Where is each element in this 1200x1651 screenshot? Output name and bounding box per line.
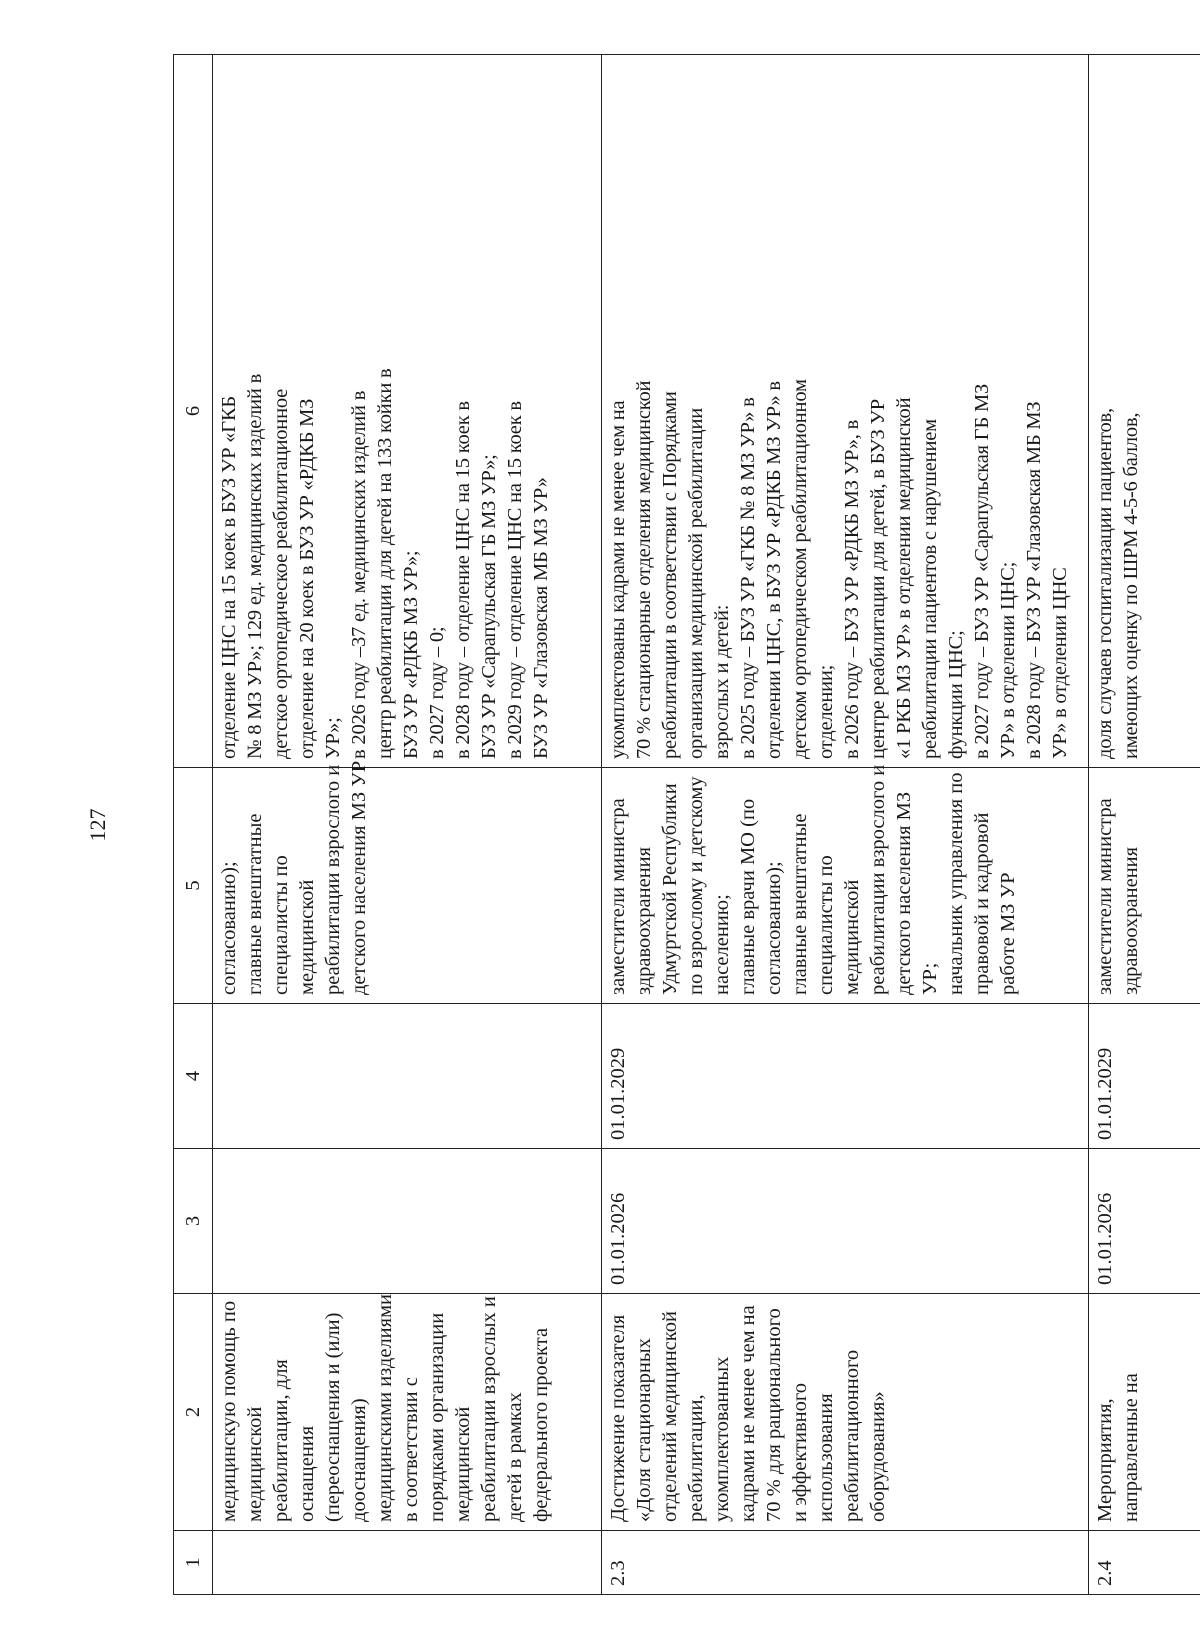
- cell-text-line: реабилитации,: [684, 1394, 707, 1522]
- cell-text-line: медицинскими изделиями: [374, 1293, 397, 1522]
- table-cell-c4: 01.01.2029: [601, 1004, 1089, 1149]
- cell-text-line: 70 % стационарные отделения медицинской: [632, 380, 655, 759]
- cell-text-line: оснащения: [296, 1425, 319, 1522]
- cell-text-line: кадрами не менее чем на: [736, 1305, 759, 1522]
- table-row: [213, 55, 602, 1595]
- cell-text-line: УР;: [918, 962, 941, 995]
- table-cell-c5: [213, 760, 602, 1004]
- table-row: [601, 55, 1089, 1595]
- cell-text-line: реабилитации взрослого и: [866, 764, 889, 995]
- cell-text-line: укомплектованы кадрами не менее чем на: [606, 400, 629, 759]
- cell-text-line: реабилитации пациентов с нарушением: [918, 419, 941, 759]
- cell-text-line: реабилитационного: [840, 1349, 863, 1522]
- cell-text-line: федерального проекта: [530, 1327, 553, 1522]
- cell-text-line: главные внештатные: [788, 813, 811, 995]
- cell-text-line: по взрослому и детскому: [684, 776, 707, 995]
- table-cell-c6: [1089, 55, 1200, 768]
- page-number: 127: [85, 808, 110, 842]
- cell-text-line: взрослых и детей:: [710, 604, 733, 759]
- table-cell-c3: [213, 1149, 602, 1294]
- cell-text-line: реабилитации взрослых и: [478, 1296, 501, 1522]
- cell-text-line: в 2025 году – БУЗ УР «ГКБ № 8 МЗ УР» в: [736, 397, 759, 759]
- cell-text-line: УР» в отделении ЦНС;: [997, 561, 1020, 759]
- cell-text-line: доля случаев госпитализации пациентов,: [1094, 408, 1117, 759]
- cell-text-line: медицинской: [452, 1406, 475, 1522]
- cell-text-line: правовой и кадровой: [971, 812, 994, 995]
- cell-text-line: заместители министра: [1094, 798, 1117, 995]
- column-header: 5: [174, 768, 213, 1004]
- cell-text-line: использования: [814, 1393, 837, 1522]
- header-row: [174, 55, 213, 1595]
- table-row: [1089, 55, 1200, 1595]
- cell-text-line: главные внештатные: [244, 813, 267, 995]
- cell-text-line: (переоснащения и (или): [322, 1312, 345, 1522]
- cell-text-line: направленные на: [1120, 1373, 1143, 1522]
- cell-text-line: заместители министра: [606, 798, 629, 995]
- cell-text-line: согласованию);: [762, 861, 785, 995]
- cell-text-line: и эффективного: [788, 1383, 811, 1522]
- cell-text-line: медицинскую помощь по: [218, 1300, 240, 1522]
- cell-text-line: детское ортопедическое реабилитационное: [270, 388, 293, 759]
- cell-text-line: УР»;: [322, 717, 345, 759]
- cell-text-line: оборудования»: [866, 1391, 889, 1522]
- cell-text-line: «Доля стационарных: [632, 1338, 655, 1522]
- table-cell-c1: 2.3: [601, 1531, 1089, 1595]
- cell-text-line: реабилитации взрослого и: [322, 764, 345, 995]
- cell-text-line: здравоохранения: [632, 846, 655, 995]
- cell-text-line: в 2026 году –37 ед. медицинских изделий в: [348, 390, 371, 759]
- cell-text-line: в 2027 году – БУЗ УР «Сарапульская ГБ МЗ: [971, 383, 994, 759]
- table-cell-c2: [601, 1294, 1089, 1531]
- cell-text-line: центре реабилитации для детей, в БУЗ УР: [866, 399, 889, 759]
- cell-text-line: в 2028 году – отделение ЦНС на 15 коек в: [452, 401, 475, 759]
- cell-text-line: № 8 МЗ УР»; 129 ед. медицинских изделий в: [244, 373, 267, 759]
- cell-text-line: детского населения МЗ: [892, 791, 915, 995]
- cell-text-line: согласованию);: [218, 861, 240, 995]
- cell-text-line: специалисты по: [814, 855, 837, 995]
- cell-text-line: населению;: [710, 894, 733, 995]
- table-cell-c2: [213, 1294, 602, 1531]
- cell-text-line: главные врачи МО (по: [736, 798, 759, 995]
- table-cell-c4: [213, 1004, 602, 1149]
- table-cell-c6: [213, 55, 602, 768]
- table-cell-c2: [1089, 1294, 1200, 1531]
- cell-text-line: отделении;: [814, 664, 837, 759]
- cell-text-line: работе МЗ УР: [997, 872, 1020, 995]
- cell-text-line: начальник управления по: [944, 772, 967, 995]
- cell-text-line: в 2026 году – БУЗ УР «РДКБ МЗ УР», в: [840, 419, 863, 759]
- cell-text-line: УР» в отделении ЦНС: [1049, 567, 1072, 759]
- cell-text-line: здравоохранения: [1120, 846, 1143, 995]
- cell-text-line: Удмуртской Республики: [658, 783, 681, 995]
- cell-text-line: функции ЦНС;: [944, 630, 967, 759]
- table-cell-c4: 01.01.2029: [1089, 1004, 1200, 1149]
- cell-text-line: реабилитации, для: [270, 1359, 293, 1522]
- table-cell-c6: [601, 55, 1089, 768]
- cell-text-line: медицинской: [244, 1406, 267, 1522]
- table-cell-c1: [213, 1531, 602, 1595]
- cell-text-line: организации медицинской реабилитации: [684, 408, 707, 759]
- cell-text-line: медицинской: [840, 879, 863, 995]
- cell-text-line: в 2027 году – 0;: [426, 626, 449, 759]
- cell-text-line: в 2028 году – БУЗ УР «Глазовская МБ МЗ: [1023, 401, 1046, 759]
- cell-text-line: имеющих оценку по ШРМ 4-5-6 баллов,: [1120, 412, 1143, 759]
- cell-text-line: отделений медицинской: [658, 1311, 681, 1522]
- table-cell-c1: 2.4: [1089, 1531, 1200, 1595]
- cell-text-line: специалисты по: [270, 855, 293, 995]
- cell-text-line: детском ортопедическом реабилитационном: [788, 379, 811, 759]
- cell-text-line: БУЗ УР «Глазовская МБ МЗ УР»: [530, 477, 553, 759]
- cell-text-line: Мероприятия,: [1094, 1398, 1117, 1522]
- cell-text-line: реабилитации в соответствии с Порядками: [658, 391, 681, 759]
- cell-text-line: порядками организации: [426, 1312, 449, 1522]
- table-cell-c3: 01.01.2026: [601, 1149, 1089, 1294]
- cell-text-line: БУЗ УР «РДКБ МЗ УР»;: [400, 550, 423, 759]
- table-cell-c3: 01.01.2026: [1089, 1149, 1200, 1294]
- cell-text-line: «1 РКБ МЗ УР» в отделении медицинской: [892, 397, 915, 759]
- column-header: 2: [174, 1294, 213, 1531]
- cell-text-line: укомплектованных: [710, 1356, 733, 1522]
- cell-text-line: детей в рамках: [504, 1392, 527, 1522]
- column-header: 3: [174, 1149, 213, 1294]
- cell-text-line: отделении ЦНС, в БУЗ УР «РДКБ МЗ УР» в: [762, 381, 785, 759]
- cell-text-line: в соответствии с: [400, 1377, 423, 1522]
- column-header: 6: [174, 55, 213, 768]
- cell-text-line: дооснащения): [348, 1398, 371, 1522]
- cell-text-line: БУЗ УР «Сарапульская ГБ МЗ УР»;: [478, 454, 501, 759]
- cell-text-line: детского населения МЗ УР: [348, 760, 371, 995]
- rotated-table-container: [173, 55, 1200, 1595]
- column-header: 4: [174, 1004, 213, 1149]
- cell-text-line: отделение на 20 коек в БУЗ УР «РДКБ МЗ: [296, 398, 319, 759]
- table-cell-c5: [1089, 768, 1200, 1004]
- cell-text-line: медицинской: [296, 879, 319, 995]
- cell-text-line: в 2029 году – отделение ЦНС на 15 коек в: [504, 401, 527, 759]
- cell-text-line: отделение ЦНС на 15 коек в БУЗ УР «ГКБ: [218, 395, 240, 759]
- measures-table: [173, 54, 1200, 1595]
- cell-text-line: Достижение показателя: [606, 1314, 629, 1522]
- cell-text-line: центр реабилитации для детей на 133 койки в: [374, 368, 397, 759]
- table-cell-c5: [601, 764, 1089, 1004]
- cell-text-line: 70 % для рационального: [762, 1308, 785, 1522]
- column-header: 1: [174, 1531, 213, 1595]
